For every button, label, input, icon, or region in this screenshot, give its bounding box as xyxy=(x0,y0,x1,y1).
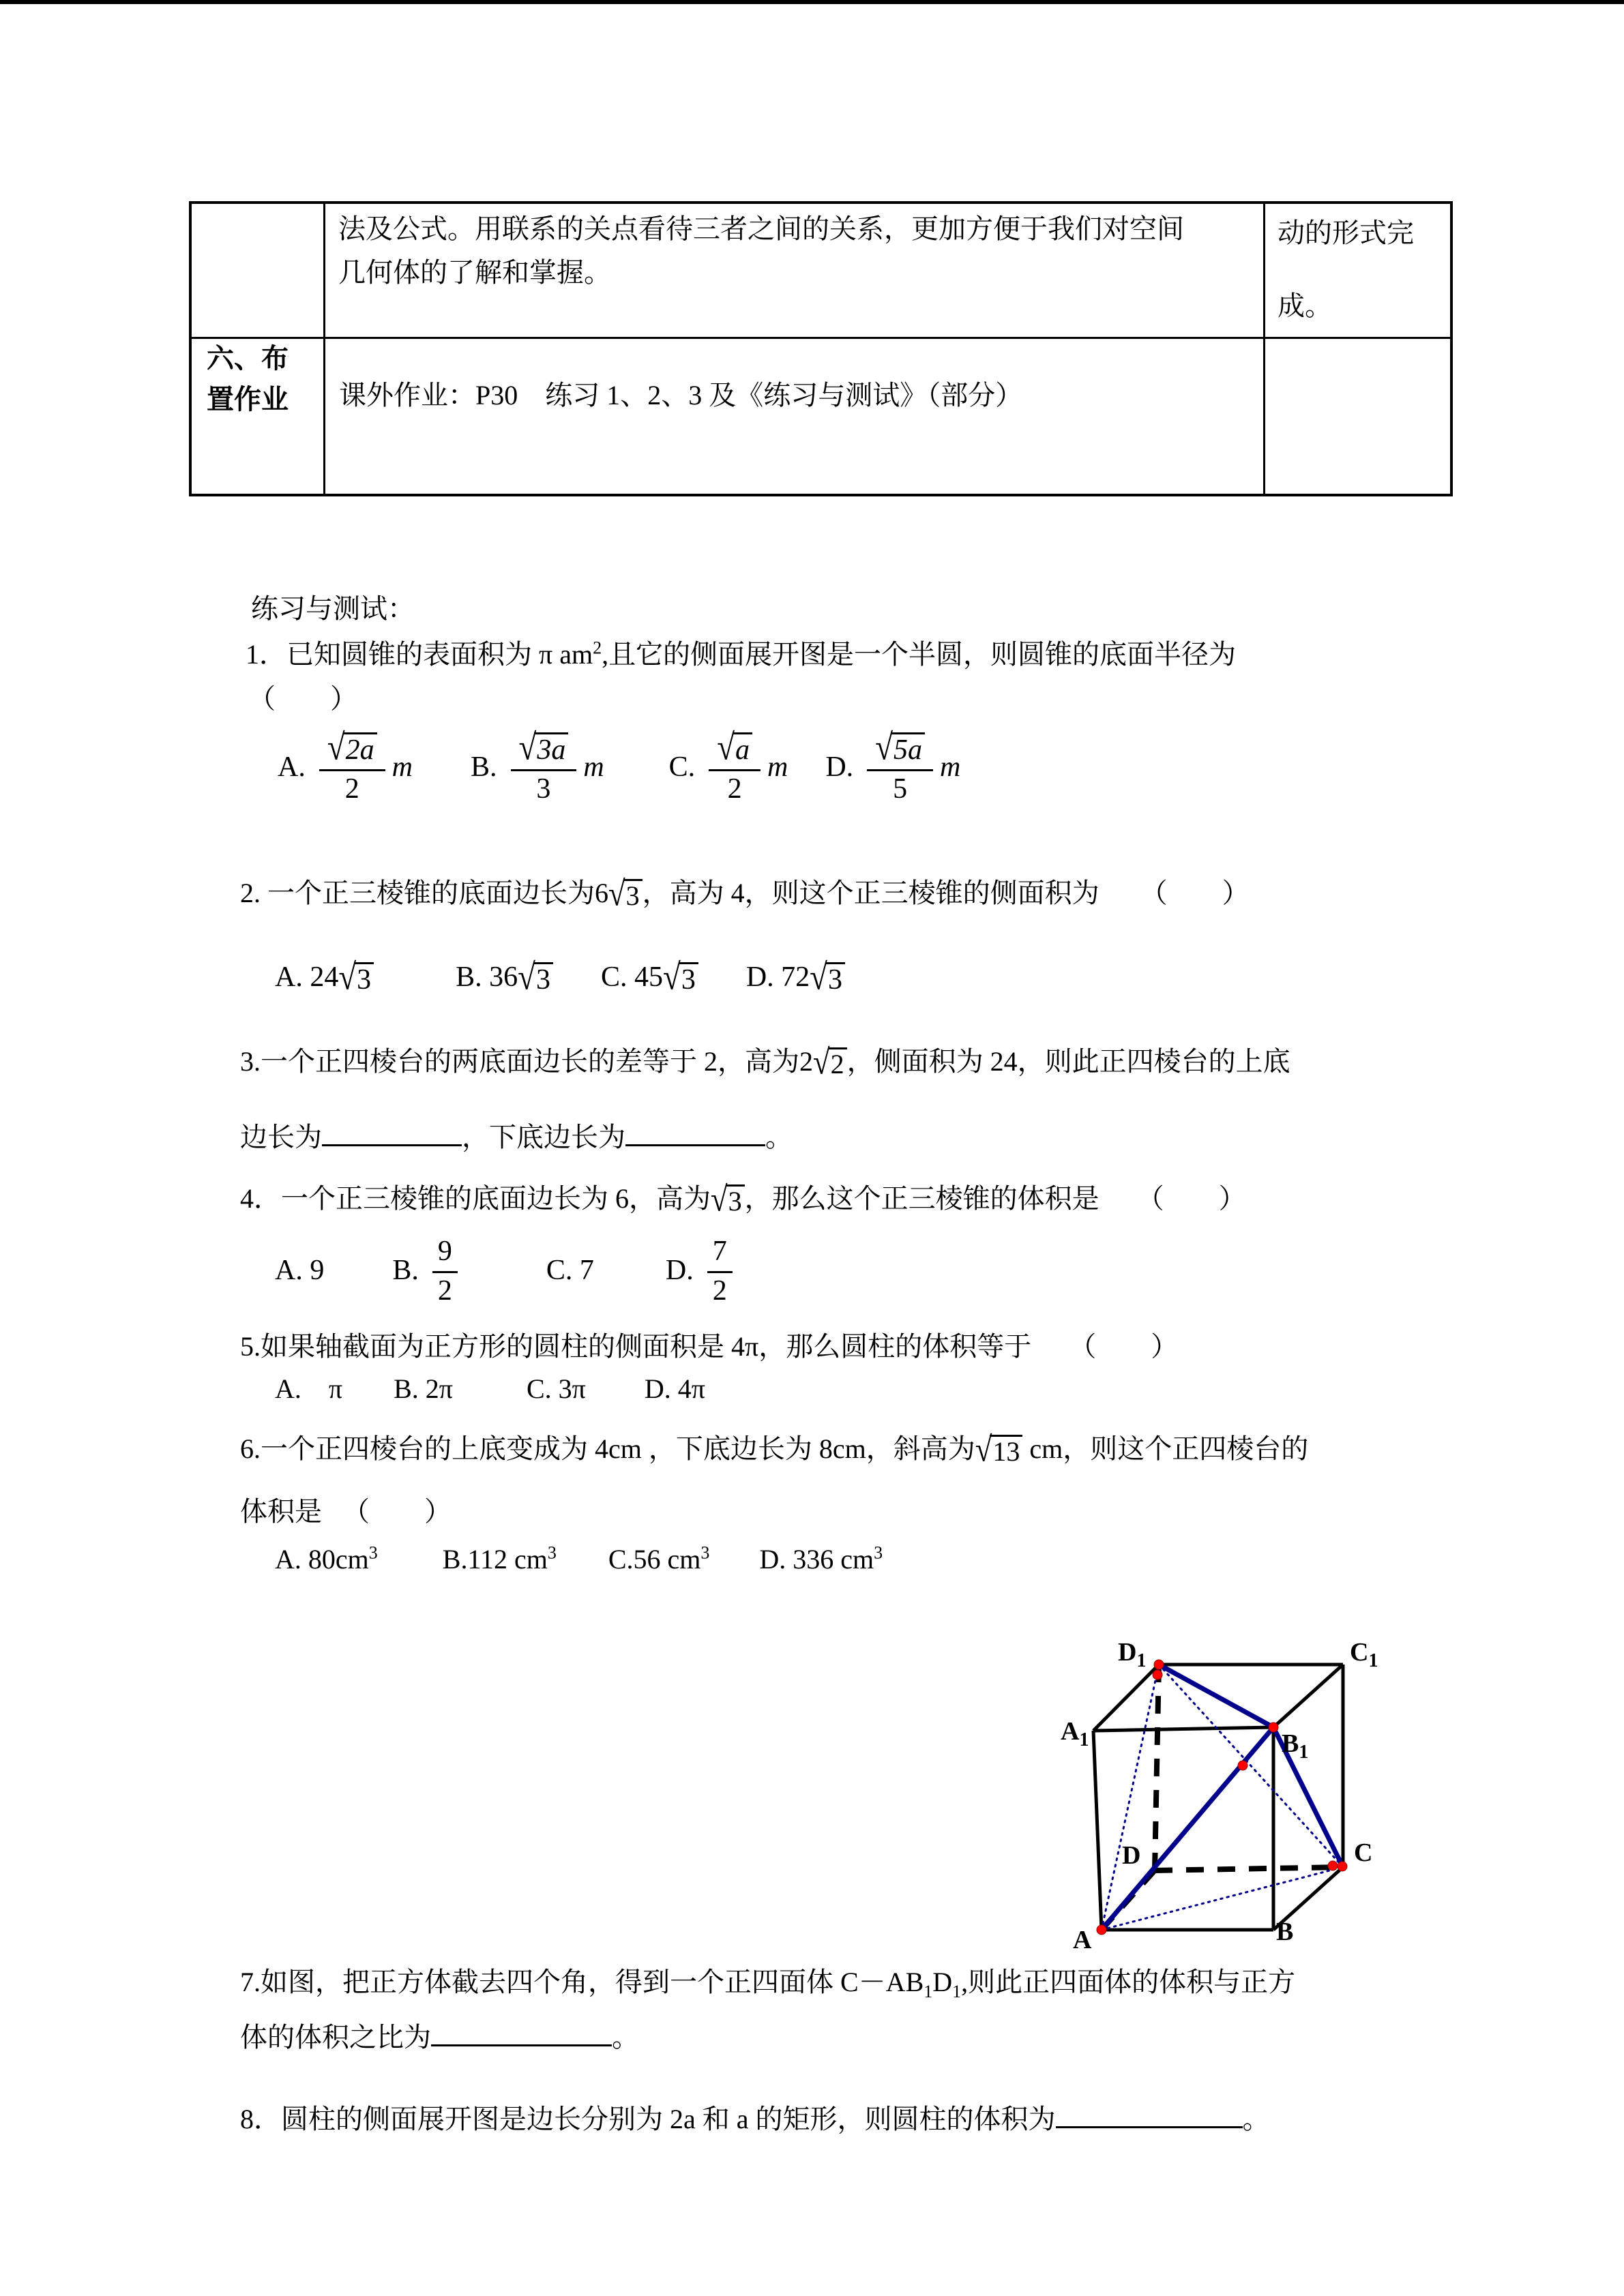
q5-option-d-value: 4π xyxy=(670,1373,705,1404)
table-cell-methods-line1: 法及公式。用联系的关点看待三者之间的关系，更加方便于我们对空间 xyxy=(338,213,1184,244)
q1-option-a xyxy=(278,727,413,805)
q4-option-b xyxy=(392,1235,464,1305)
q6-option-c-sup: 3 xyxy=(700,1542,710,1563)
q2-text-post: ，高为 4，则这个正三棱锥的侧面积为 xyxy=(642,878,1099,908)
q2-option-b-coef: 36 xyxy=(482,961,518,993)
q5-option-d-label: D. xyxy=(644,1373,671,1404)
q5-option-c-label: C. xyxy=(526,1373,552,1404)
q1-option-c-denominator: 2 xyxy=(727,773,742,805)
cube-tetrahedron-figure xyxy=(1061,1633,1405,1957)
q2-option-c-label: C. xyxy=(600,961,628,993)
q6-option-d-sup: 3 xyxy=(874,1542,883,1563)
q1-option-a-label: A. xyxy=(278,751,306,784)
q5-answer-bracket: （ ） xyxy=(1069,1331,1179,1362)
q6-option-b xyxy=(443,1542,557,1577)
question-8-text xyxy=(240,2099,1270,2136)
table-cell-homework-title-line2: 置作业 xyxy=(207,384,289,415)
tetrahedron-visible-edges xyxy=(1102,1665,1343,1930)
q1-option-d-radicand: 5a xyxy=(891,732,925,764)
q1-superscript: 2 xyxy=(593,638,602,658)
q1-option-d-fraction xyxy=(867,727,933,805)
q1-option-a-radicand: 2a xyxy=(343,732,377,764)
radical-icon: √ xyxy=(975,1429,992,1470)
q6-option-d-value: 336 cm xyxy=(786,1544,874,1575)
radical-icon: √ xyxy=(813,1042,830,1082)
q1-text-pre: 1．已知圆锥的表面积为 π am xyxy=(246,639,593,670)
radical-icon: √ xyxy=(338,957,357,998)
table-cell-homework-content: 课外作业：P30 练习 1、2、3 及《练习与测试》（部分） xyxy=(339,380,1023,411)
q1-option-c-fraction xyxy=(709,727,761,805)
q6-option-c xyxy=(608,1542,710,1577)
table-cell-homework-title-line1: 六、布 xyxy=(207,343,289,374)
q5-option-b-value: 2π xyxy=(418,1373,453,1404)
q6-option-a xyxy=(275,1542,378,1577)
q1-option-d-unit: m xyxy=(940,751,961,784)
radical-icon: √ xyxy=(717,727,735,769)
q1-option-b-unit: m xyxy=(583,751,604,784)
q1-option-b-label: B. xyxy=(471,751,497,784)
question-5-options xyxy=(275,1372,705,1406)
q5-option-b-label: B. xyxy=(394,1373,419,1404)
radical-icon: √ xyxy=(711,1179,728,1219)
q4-option-b-numerator: 9 xyxy=(432,1235,458,1272)
radical-icon: √ xyxy=(663,957,681,998)
q1-option-c-label: C. xyxy=(668,751,696,784)
question-1-options xyxy=(278,727,961,805)
label-D: D xyxy=(1122,1841,1141,1870)
q2-option-b-radicand: 3 xyxy=(533,962,553,994)
q4-text-pre: 4．一个正三棱锥的底面边长为 6，高为 xyxy=(240,1183,711,1214)
question-4-text xyxy=(240,1179,1246,1219)
q4-option-d xyxy=(666,1235,739,1305)
q4-option-d-label: D. xyxy=(665,1254,694,1286)
q4-option-a xyxy=(275,1253,324,1287)
q2-option-a xyxy=(275,957,374,998)
question-6-options xyxy=(275,1542,883,1577)
q5-text: 5.如果轴截面为正方形的圆柱的侧面积是 4π，那么圆柱的体积等于 xyxy=(240,1331,1032,1362)
q2-option-d-coef: 72 xyxy=(773,961,810,993)
q2-option-c-coef: 45 xyxy=(627,961,663,993)
question-1-answer-bracket: （ ） xyxy=(248,683,357,714)
q3-blank2-label: ，下底边长为 xyxy=(462,1122,625,1152)
q5-option-c-value: 3π xyxy=(551,1373,586,1404)
q2-option-a-coef: 24 xyxy=(302,961,339,993)
q7-text-a: 7.如图，把正方体截去四个角，得到一个正四面体 C－AB xyxy=(240,1967,924,1997)
q6-option-b-value: 112 cm xyxy=(467,1544,548,1575)
radical-icon: √ xyxy=(608,874,625,914)
q4-option-a-value: 9 xyxy=(302,1254,325,1286)
label-B1: $B_1$ xyxy=(1282,1729,1309,1763)
question-7-line2 xyxy=(240,2017,639,2055)
table-cell-activity-line1: 动的形式完 xyxy=(1278,218,1414,248)
q4-radicand: 3 xyxy=(726,1184,745,1215)
radical-icon: √ xyxy=(327,727,345,769)
q2-option-b xyxy=(456,957,553,998)
q4-option-b-label: B. xyxy=(392,1254,419,1286)
table-row-divider xyxy=(192,337,1450,339)
q1-option-a-fraction xyxy=(319,727,385,805)
q5-option-b xyxy=(394,1372,453,1406)
q6-text-pre: 6.一个正四棱台的上底变成为 4cm ，下底边长为 8cm，斜高为 xyxy=(240,1433,975,1464)
q6-option-a-sup: 3 xyxy=(368,1542,378,1563)
q3-radicand: 2 xyxy=(828,1047,847,1078)
q4-option-c xyxy=(546,1253,594,1287)
q2-option-d-radicand: 3 xyxy=(825,962,845,994)
q2-option-d-label: D. xyxy=(745,961,774,993)
label-B: B xyxy=(1276,1918,1294,1946)
q2-radicand: 3 xyxy=(623,879,643,910)
radical-icon: √ xyxy=(875,727,893,769)
q4-text-post: ，那么这个正三棱锥的体积是 xyxy=(744,1183,1099,1214)
table-cell-activity-line2: 成。 xyxy=(1278,290,1332,321)
q5-option-a xyxy=(275,1372,342,1406)
q4-option-d-denominator: 2 xyxy=(712,1274,727,1307)
q6-option-d xyxy=(759,1542,883,1577)
q8-answer-blank xyxy=(1056,2099,1243,2128)
q1-option-c xyxy=(668,727,788,805)
q6-answer-bracket: （ ） xyxy=(342,1496,452,1527)
q7-sub2: 1 xyxy=(952,1982,962,2001)
question-4-options xyxy=(275,1226,739,1315)
question-2-text xyxy=(240,874,1250,914)
q6-option-b-label: B. xyxy=(442,1544,468,1575)
q2-option-c xyxy=(600,957,698,998)
q8-text: 8．圆柱的侧面展开图是边长分别为 2a 和 a 的矩形，则圆柱的体积为 xyxy=(240,2104,1056,2134)
q6-option-a-label: A. xyxy=(275,1544,301,1575)
question-3-line2 xyxy=(240,1117,793,1154)
q7-answer-blank xyxy=(431,2017,612,2046)
question-1-text xyxy=(246,638,1236,672)
q6-line2-text: 体积是 xyxy=(240,1496,322,1527)
label-A1: $A_1$ xyxy=(1061,1717,1089,1750)
q5-option-d xyxy=(645,1372,705,1406)
question-5-text xyxy=(240,1330,1178,1364)
q2-option-d xyxy=(745,957,845,998)
q2-option-a-radicand: 3 xyxy=(354,962,374,994)
q3-blank1-label: 边长为 xyxy=(240,1122,322,1152)
q4-option-c-label: C. xyxy=(546,1254,573,1286)
q6-option-d-label: D. xyxy=(759,1544,786,1575)
q6-option-c-label: C. xyxy=(608,1544,634,1575)
q5-option-c xyxy=(527,1372,586,1406)
q2-option-a-label: A. xyxy=(275,961,303,993)
q2-option-b-label: B. xyxy=(456,961,482,993)
q7-line2-text: 体的体积之比为 xyxy=(240,2022,431,2053)
question-6-line2 xyxy=(240,1495,452,1529)
q1-option-b xyxy=(471,727,604,805)
q3-period: 。 xyxy=(765,1122,793,1152)
table-cell-methods-line2: 几何体的了解和掌握。 xyxy=(338,257,611,288)
q1-option-d xyxy=(825,727,961,805)
q6-option-a-value: 80cm xyxy=(301,1544,369,1575)
q2-answer-bracket: （ ） xyxy=(1140,878,1250,908)
question-3-line1 xyxy=(240,1042,1290,1082)
label-C: C xyxy=(1354,1838,1373,1867)
q1-text-post: ,且它的侧面展开图是一个半圆，则圆锥的底面半径为 xyxy=(602,639,1237,670)
radical-icon: √ xyxy=(518,727,537,769)
q2-coefficient: 6 xyxy=(595,878,608,908)
radical-icon: √ xyxy=(518,957,535,998)
q2-text-pre: 2. 一个正三棱锥的底面边长为 xyxy=(240,878,595,908)
page-top-border xyxy=(0,0,1624,4)
q4-option-b-denominator: 2 xyxy=(437,1274,452,1307)
q7-text-c: ,则此正四面体的体积与正方 xyxy=(961,1967,1296,1997)
table-column-divider-2 xyxy=(1263,204,1265,494)
q8-period: 。 xyxy=(1242,2104,1270,2134)
q3-text-pre: 3.一个正四棱台的两底面边长的差等于 2，高为 xyxy=(240,1046,799,1077)
q6-radicand: 13 xyxy=(990,1435,1022,1465)
q1-option-a-unit: m xyxy=(392,751,413,784)
radical-icon: √ xyxy=(810,957,827,998)
q3-answer-blank-2 xyxy=(625,1117,765,1146)
vertex-labels xyxy=(1061,1638,1378,1954)
label-D1: $D_1$ xyxy=(1118,1638,1147,1671)
q4-option-c-value: 7 xyxy=(572,1254,594,1286)
q1-option-d-denominator: 5 xyxy=(893,773,908,805)
q1-option-c-radicand: a xyxy=(733,732,752,764)
worksheet-heading: 练习与测试： xyxy=(251,593,415,624)
q7-text-b: D xyxy=(932,1967,953,1997)
q5-option-a-label: A. xyxy=(275,1373,301,1404)
q1-option-c-unit: m xyxy=(767,751,788,784)
q3-answer-blank-1 xyxy=(322,1117,462,1146)
question-6-line1 xyxy=(240,1429,1309,1470)
q2-option-c-radicand: 3 xyxy=(679,962,698,994)
q3-text-post: ，侧面积为 24，则此正四棱台的上底 xyxy=(846,1046,1290,1077)
q7-sub1: 1 xyxy=(924,1982,933,2001)
q5-option-a-value: π xyxy=(301,1373,343,1404)
q1-option-b-radicand: 3a xyxy=(534,732,568,764)
q6-text-post: cm，则这个正四棱台的 xyxy=(1022,1433,1309,1464)
q3-coefficient: 2 xyxy=(799,1046,813,1077)
q1-option-a-denominator: 2 xyxy=(344,773,359,805)
label-C1: $C_1$ xyxy=(1350,1638,1378,1671)
lesson-plan-table xyxy=(189,201,1453,496)
q6-option-c-value: 56 cm xyxy=(633,1544,701,1575)
question-2-options xyxy=(275,957,845,998)
q4-answer-bracket: （ ） xyxy=(1136,1183,1246,1214)
q1-option-b-fraction xyxy=(511,727,577,805)
label-A: A xyxy=(1073,1926,1092,1954)
q7-period: 。 xyxy=(612,2022,639,2053)
q1-option-b-denominator: 3 xyxy=(536,773,551,805)
table-column-divider-1 xyxy=(323,204,325,494)
q6-option-b-sup: 3 xyxy=(547,1542,557,1563)
q4-option-a-label: A. xyxy=(275,1254,303,1286)
q1-option-d-label: D. xyxy=(825,751,854,784)
question-7-line1 xyxy=(240,1965,1295,1999)
q4-option-d-numerator: 7 xyxy=(707,1235,733,1272)
